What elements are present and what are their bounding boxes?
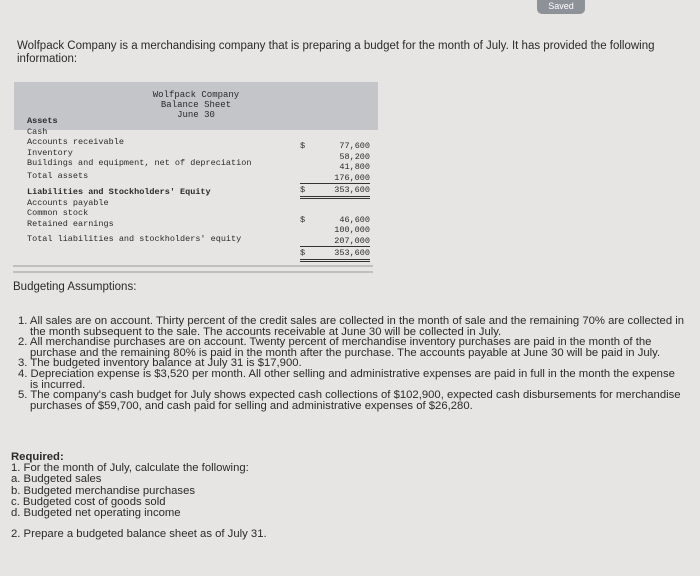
assumption-line: the month subsequent to the sale. The accounts receivable at June 30 will be collected in July.: [30, 325, 502, 338]
liab-value-row: [300, 236, 370, 248]
assumption-item: [18, 369, 688, 390]
liab-value: 46,600: [339, 214, 370, 225]
liab-value-row: [300, 225, 370, 236]
dollar-sign: $: [300, 214, 306, 225]
assumption-item: [18, 390, 688, 411]
asset-label: Accounts receivable: [27, 137, 124, 147]
asset-value: 77,600: [339, 141, 370, 151]
asset-value-row: [300, 152, 370, 163]
question-1-item: c. Budgeted cost of goods sold: [11, 495, 166, 508]
total-liabilities-label: Total liabilities and stockholders' equity: [27, 234, 242, 244]
question-2: 2. Prepare a budgeted balance sheet as of July 31.: [11, 528, 267, 541]
total-assets-value: 353,600: [334, 185, 370, 195]
dollar-sign: $: [300, 141, 306, 151]
budgeting-assumptions-title: Budgeting Assumptions:: [13, 281, 137, 293]
liab-label: Retained earnings: [27, 218, 114, 229]
required-title: Required:: [11, 451, 64, 463]
total-assets-row: [300, 185, 370, 199]
total-liabilities-row: [300, 248, 370, 262]
assets-heading: Assets: [27, 116, 58, 126]
assumption-line: 1. All sales are on account. Thirty percent of the credit sales are collected in the month of sale and the remaining 70% are collected in: [18, 315, 685, 327]
liabilities-heading: Liabilities and Stockholders' Equity: [27, 187, 211, 197]
question-1-item: d. Budgeted net operating income: [11, 507, 181, 520]
dollar-sign: $: [300, 248, 306, 258]
saved-status-badge: Saved: [537, 0, 585, 14]
question-1-item: a. Budgeted sales: [11, 473, 102, 486]
intro-text: Wolfpack Company is a merchandising company that is preparing a budget for the month of July. It has provided the following information:: [17, 40, 655, 65]
liab-value-row: [300, 215, 370, 226]
dollar-sign: $: [300, 185, 306, 195]
assumption-line: purchases of $59,700, and cash paid for selling and administrative expenses of $26,280.: [30, 399, 473, 412]
liab-value: 100,000: [334, 225, 370, 235]
asset-label: Buildings and equipment, net of depreciation: [27, 158, 252, 168]
assumption-line: 5. The company's cash budget for July shows expected cash collections of $102,900, expected cash disbursements for merchandise: [18, 389, 681, 402]
assumption-item: [18, 337, 688, 358]
company-name: Wolfpack Company: [152, 90, 240, 100]
asset-value-row: [300, 162, 370, 173]
asset-value-row: [300, 173, 370, 185]
balance-sheet-values: [300, 141, 370, 262]
question-1: 1. For the month of July, calculate the following:: [11, 462, 249, 475]
asset-value: 58,200: [339, 151, 370, 162]
liab-label: Accounts payable: [27, 197, 109, 208]
total-assets-label: Total assets: [27, 170, 89, 181]
question-1-item: b. Budgeted merchandise purchases: [11, 484, 196, 497]
required-section: [11, 452, 411, 540]
sheet-title: Balance Sheet: [160, 100, 232, 110]
sheet-date: June 30: [177, 110, 215, 120]
liab-label: Common stock: [27, 208, 89, 218]
balance-sheet-labels: [27, 116, 251, 245]
liab-value: 207,000: [334, 235, 370, 246]
assumption-line: 2. All merchandise purchases are on account. Twenty percent of merchandise inventory purchases are paid in the month of the: [18, 336, 652, 349]
assumption-line: purchase and the remaining 80% is paid in the month after the purchase. The accounts payable at June 30 will be paid in July.: [30, 346, 661, 359]
section-divider: [13, 265, 373, 273]
asset-label: Cash: [27, 126, 48, 137]
asset-value: 41,800: [339, 162, 370, 172]
asset-value: 176,000: [334, 172, 370, 183]
assumption-line: 4. Depreciation expense is $3,520 per month. All other selling and administrative expenses are paid in full in the month the expense: [18, 367, 675, 380]
asset-value-row: [300, 141, 370, 152]
assumption-item: [18, 316, 688, 337]
total-liabilities-value: 353,600: [334, 248, 370, 258]
assumption-line: 3. The budgeted inventory balance at July 31 is $17,900.: [18, 357, 302, 370]
assumptions-list: [18, 316, 688, 411]
assumption-line: is incurred.: [30, 378, 86, 391]
asset-label: Inventory: [27, 147, 73, 158]
